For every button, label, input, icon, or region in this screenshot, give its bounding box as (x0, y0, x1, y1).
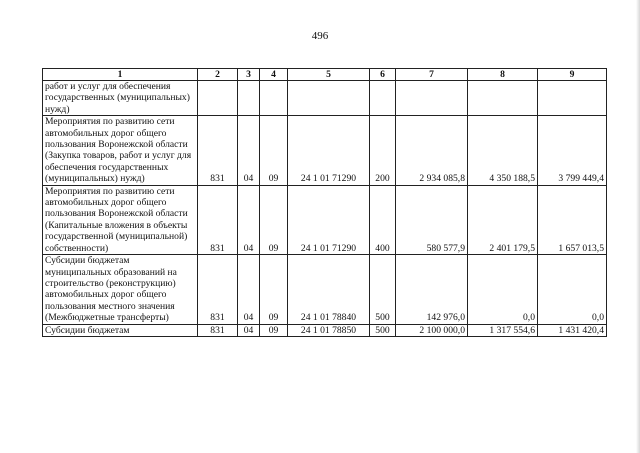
target-code: 24 1 01 78840 (288, 255, 370, 324)
subsection-code: 09 (260, 116, 288, 185)
subsection-code: 09 (260, 324, 288, 336)
table-row (43, 81, 607, 116)
column-header: 8 (468, 69, 538, 81)
column-header: 2 (198, 69, 238, 81)
section-code: 04 (238, 255, 260, 324)
target-code: 24 1 01 71290 (288, 185, 370, 254)
column-header: 7 (396, 69, 468, 81)
amount-col9: 1 431 420,4 (538, 324, 607, 336)
row-name: работ и услуг для обеспечения государственных (муниципальных) нужд) (43, 81, 198, 116)
budget-table (42, 68, 607, 337)
column-header: 5 (288, 69, 370, 81)
section-code: 04 (238, 116, 260, 185)
amount-col8: 0,0 (468, 255, 538, 324)
amount-col7 (396, 81, 468, 116)
page-edge-shadow (636, 0, 640, 453)
ministry-code: 831 (198, 255, 238, 324)
ministry-code: 831 (198, 116, 238, 185)
row-name: Мероприятия по развитию сети автомобильных дорог общего пользования Воронежской области (Капитальные вложения в объекты государственной (муниципальной) собственности) (43, 185, 198, 254)
page-number: 496 (311, 30, 329, 42)
expense-type: 500 (370, 255, 396, 324)
column-header: 9 (538, 69, 607, 81)
amount-col7: 142 976,0 (396, 255, 468, 324)
column-header: 3 (238, 69, 260, 81)
subsection-code (260, 81, 288, 116)
ministry-code (198, 81, 238, 116)
section-code: 04 (238, 185, 260, 254)
amount-col7: 2 100 000,0 (396, 324, 468, 336)
column-header: 1 (43, 69, 198, 81)
amount-col7: 580 577,9 (396, 185, 468, 254)
ministry-code: 831 (198, 324, 238, 336)
target-code (288, 81, 370, 116)
amount-col8: 2 401 179,5 (468, 185, 538, 254)
amount-col8: 1 317 554,6 (468, 324, 538, 336)
column-header: 4 (260, 69, 288, 81)
table-row (43, 116, 607, 185)
amount-col9: 1 657 013,5 (538, 185, 607, 254)
ministry-code: 831 (198, 185, 238, 254)
column-header: 6 (370, 69, 396, 81)
row-name: Субсидии бюджетам (43, 324, 198, 336)
expense-type (370, 81, 396, 116)
table-row (43, 185, 607, 254)
section-code (238, 81, 260, 116)
amount-col8 (468, 81, 538, 116)
expense-type: 200 (370, 116, 396, 185)
subsection-code: 09 (260, 185, 288, 254)
table-row (43, 324, 607, 336)
amount-col9: 3 799 449,4 (538, 116, 607, 185)
expense-type: 400 (370, 185, 396, 254)
header-row (43, 69, 607, 81)
amount-col8: 4 350 188,5 (468, 116, 538, 185)
target-code: 24 1 01 71290 (288, 116, 370, 185)
table-row (43, 255, 607, 324)
amount-col9: 0,0 (538, 255, 607, 324)
row-name: Субсидии бюджетам муниципальных образований на строительство (реконструкцию) автомобильных дорог общего пользования местного значения (Межбюджетные трансферты) (43, 255, 198, 324)
amount-col7: 2 934 085,8 (396, 116, 468, 185)
target-code: 24 1 01 78850 (288, 324, 370, 336)
row-name: Мероприятия по развитию сети автомобильных дорог общего пользования Воронежской области (Закупка товаров, работ и услуг для обеспечения государственных (муниципальных) нужд) (43, 116, 198, 185)
section-code: 04 (238, 324, 260, 336)
expense-type: 500 (370, 324, 396, 336)
subsection-code: 09 (260, 255, 288, 324)
amount-col9 (538, 81, 607, 116)
